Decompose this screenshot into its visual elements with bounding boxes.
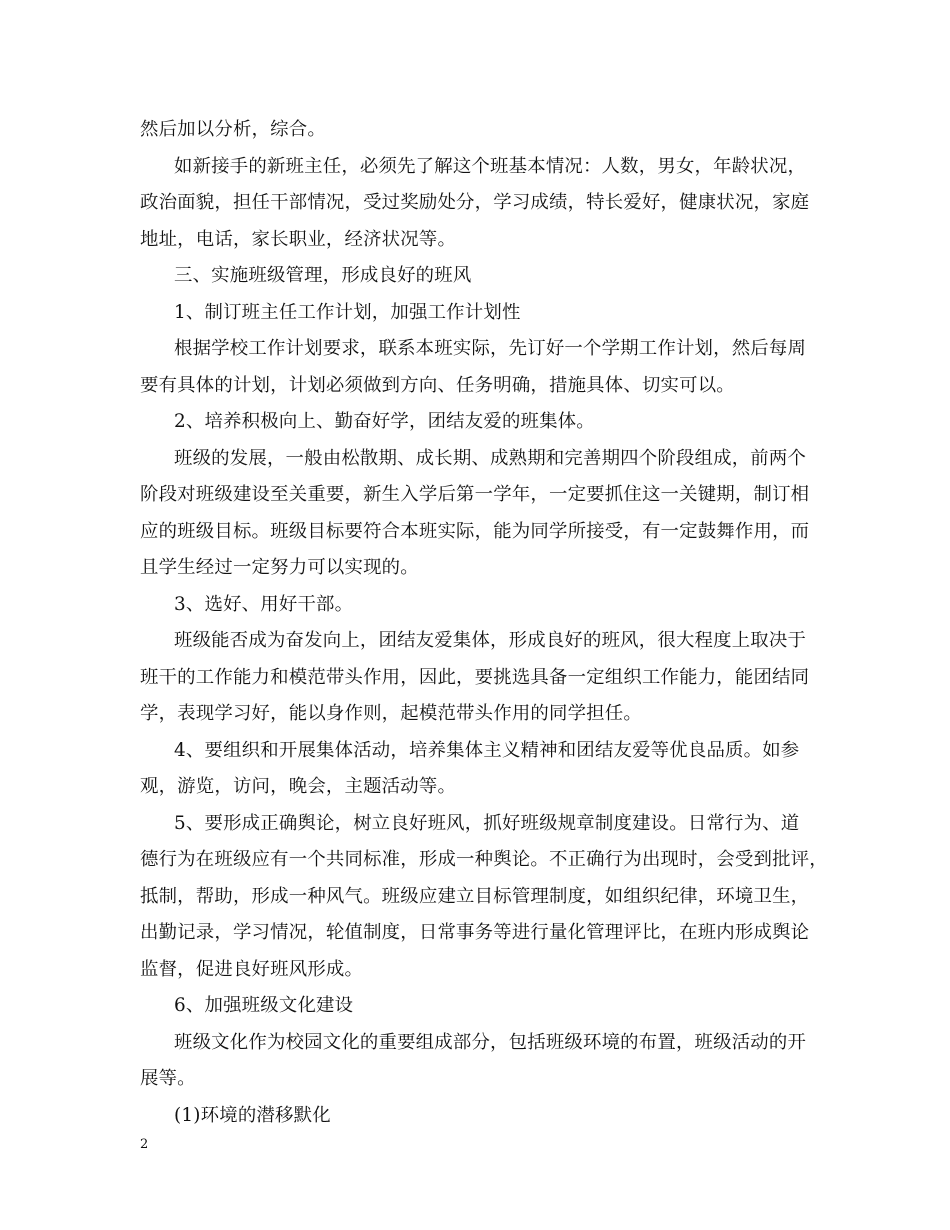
text-line: 班级的发展，一般由松散期、成长期、成熟期和完善期四个阶段组成，前两个 [174,447,807,469]
text-line: 应的班级目标。班级目标要符合本班实际，能为同学所接受，有一定鼓舞作用，而 [140,520,810,542]
text-line: 政治面貌，担任干部情况，受过奖励处分，学习成绩，特长爱好，健康状况，家庭 [140,192,810,213]
section-heading: 三、实施班级管理，形成良好的班风 [174,265,472,286]
text-line: 根据学校工作计划要求，联系本班实际，先订好一个学期工作计划，然后每周 [174,338,807,359]
body-text [140,112,828,1134]
subsection-heading: (1)环境的潜移默化 [174,1104,331,1126]
text-line: 班干的工作能力和模范带头作用，因此，要挑选具备一定组织工作能力，能团结同 [140,666,810,688]
text-line: 观，游览，访问，晚会，主题活动等。 [140,776,457,797]
subsection-heading: 6、加强班级文化建设 [174,995,354,1016]
subsection-heading: 1、制订班主任工作计划，加强工作计划性 [174,301,521,323]
text-line: 且学生经过一定努力可以实现的。 [140,557,419,578]
text-line: 班级文化作为校园文化的重要组成部分，包括班级环境的布置，班级活动的开 [174,1031,807,1053]
text-line: 班级能否成为奋发向上，团结友爱集体，形成良好的班风，很大程度上取决于 [174,630,807,651]
text-line: 出勤记录，学习情况，轮值制度，日常事务等进行量化管理评比，在班内形成舆论 [140,922,810,943]
text-line: 抵制，帮助，形成一种风气。班级应建立目标管理制度，如组织纪律，环境卫生， [140,885,810,907]
page-number: 2 [140,1137,149,1152]
text-line: 要有具体的计划，计划必须做到方向、任务明确，措施具体、切实可以。 [140,374,735,396]
text-line: 然后加以分析，综合。 [140,119,326,140]
subsection-heading: 2、培养积极向上、勤奋好学，团结友爱的班集体。 [174,411,595,432]
text-line: 阶段对班级建设至关重要，新生入学后第一学年，一定要抓住这一关键期，制订相 [140,484,810,505]
subsection-heading: 3、选好、用好干部。 [174,593,354,615]
text-line: 学，表现学习好，能以身作则，起模范带头作用的同学担任。 [140,703,642,724]
text-line: 地址，电话，家长职业，经济状况等。 [140,228,457,250]
text-line: 展等。 [140,1068,196,1089]
text-line: 如新接手的新班主任，必须先了解这个班基本情况：人数，男女，年龄状况， [174,155,807,177]
text-line: 监督，促进良好班风形成。 [140,958,364,980]
subsection-heading: 5、要形成正确舆论，树立良好班风，抓好班级规章制度建设。日常行为、道 [174,812,800,834]
text-line: 德行为在班级应有一个共同标准，形成一种舆论。不正确行为出现时，会受到批评， [140,849,828,870]
subsection-heading: 4、要组织和开展集体活动，培养集体主义精神和团结友爱等优良品质。如参 [174,739,800,761]
